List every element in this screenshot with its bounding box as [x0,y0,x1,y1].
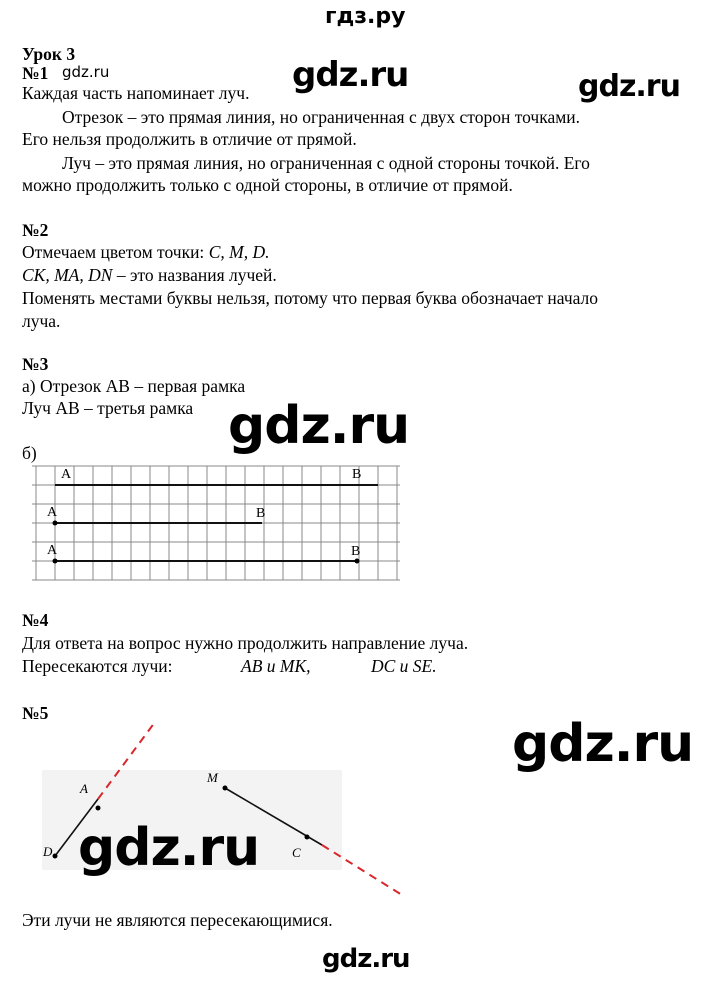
watermark: gdz.ru [292,55,409,95]
task-1-line: можно продолжить только с одной стороны, в отличие от прямой. [22,175,513,195]
label-b: B [256,506,266,521]
text: Отмечаем цветом точки: [22,242,209,262]
points: C, M, D. [208,242,270,262]
task-3-number: №3 [22,354,49,374]
watermark: gdz.ru [578,69,680,104]
text: – это названия лучей. [112,265,277,285]
task-1-line: Каждая часть напоминает луч. [22,83,250,103]
label-a: A [80,781,88,796]
task-4-number: №4 [22,610,49,630]
watermark: gdz.ru [512,714,694,774]
task-1-line: Отрезок – это прямая линия, но ограниченная с двух сторон точками. [62,107,581,127]
ray-pair-2: DC и SE. [371,656,437,676]
ray-names: CK, MA, DN [22,265,113,285]
watermark: gdz.ru [228,396,410,456]
task-3-line: Луч АВ – третья рамка [22,398,194,418]
point-c [305,835,310,840]
label-a: A [61,467,72,482]
task-3-line: а) Отрезок АВ – первая рамка [22,376,246,396]
point-a [96,806,101,811]
task-2-line: Поменять местами буквы нельзя, потому что первая буква обозначает начало [22,288,599,308]
task-2-line: луча. [22,311,61,331]
ray-pair-1: AB и MK, [241,656,311,676]
task-4-line: Для ответа на вопрос нужно продолжить направление луча. [22,633,469,653]
label-d: D [43,844,53,859]
task-4-line: Пересекаются лучи: [22,656,173,676]
task-1-line: Его нельзя продолжить в отличие от прямой. [22,129,357,149]
label-a: A [47,505,58,520]
task-1-number: №1 [22,63,49,83]
label-a: A [47,543,58,558]
watermark: gdz.ru [78,818,260,878]
watermark: gdz.ru [322,944,410,974]
point-m [223,786,228,791]
watermark-small: gdz.ru [62,63,110,81]
label-c: C [292,845,301,860]
label-b: B [351,544,361,559]
task-1-line: Луч – это прямая линия, но ограниченная с одной стороны точкой. Его [62,153,590,173]
lesson-title: Урок 3 [22,44,76,64]
task-2-number: №2 [22,220,49,240]
task-5-number: №5 [22,703,49,723]
task-3-line: б) [22,443,37,463]
task-5-conclusion: Эти лучи не являются пересекающимися. [22,910,333,930]
point-d [53,854,58,859]
label-m: M [207,770,218,785]
label-b: B [352,467,362,482]
site-header[interactable]: гдз.ру [325,4,406,29]
